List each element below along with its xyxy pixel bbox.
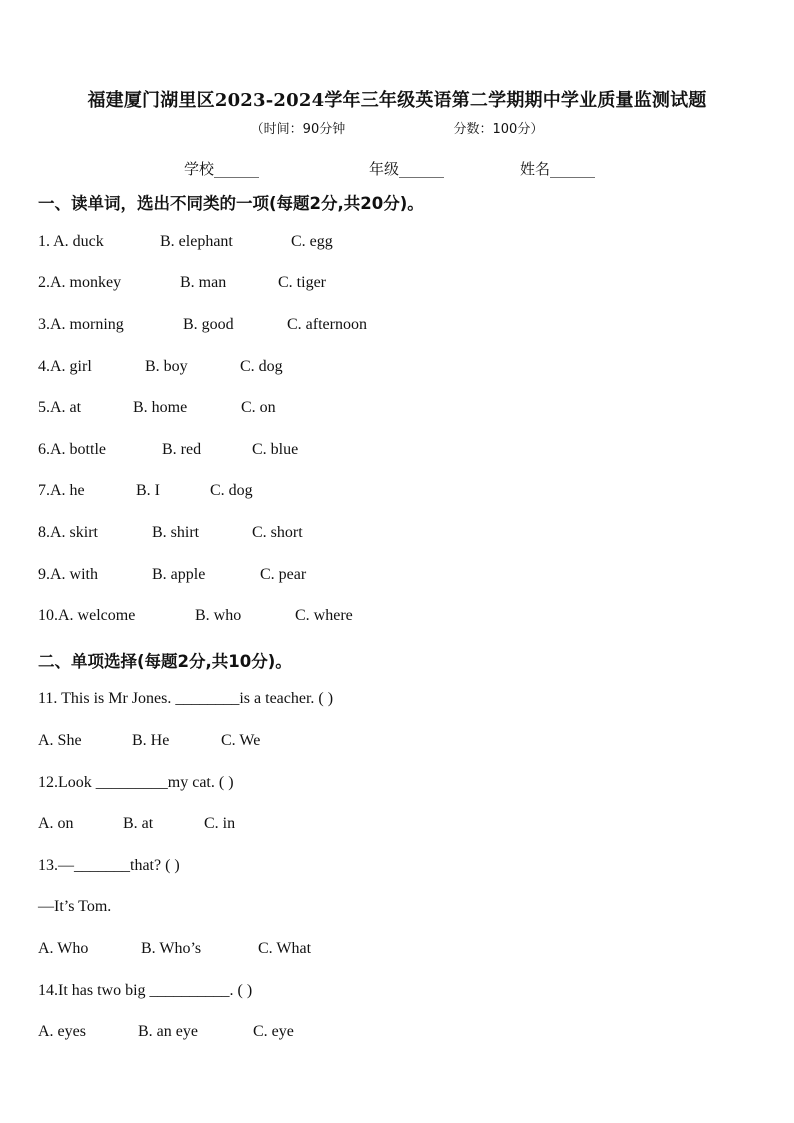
option-b[interactable]: B. home: [133, 399, 188, 416]
option-a[interactable]: 6.A. bottle: [38, 441, 106, 458]
option-b[interactable]: B. red: [162, 441, 202, 458]
option-c[interactable]: C. where: [295, 607, 353, 624]
question-14-stem: 14.It has two big __________. ( ): [38, 982, 253, 999]
option-b[interactable]: B. apple: [152, 566, 206, 583]
option-b[interactable]: B. who: [195, 607, 242, 624]
question-12-stem: 12.Look _________my cat. ( ): [38, 774, 234, 791]
page-title: 福建厦门湖里区2023-2024学年三年级英语第二学期期中学业质量监测试题: [87, 90, 707, 111]
option-a[interactable]: A. on: [38, 815, 74, 832]
option-c[interactable]: C. pear: [260, 566, 307, 583]
question-13-reply: —It’s Tom.: [38, 898, 112, 915]
option-b[interactable]: B. man: [180, 274, 227, 291]
option-c[interactable]: C. What: [258, 940, 312, 957]
question-11-stem: 11. This is Mr Jones. ________is a teacher. ( ): [38, 690, 334, 707]
option-c[interactable]: C. short: [252, 524, 303, 541]
option-a[interactable]: A. Who: [38, 940, 89, 957]
option-c[interactable]: C. blue: [252, 441, 299, 458]
option-b[interactable]: B. I: [136, 482, 160, 499]
option-c[interactable]: C. egg: [291, 233, 333, 250]
option-c[interactable]: C. in: [204, 815, 236, 832]
name-field[interactable]: 姓名______: [520, 160, 596, 178]
grade-field[interactable]: 年级______: [369, 160, 445, 178]
option-a[interactable]: 7.A. he: [38, 482, 85, 499]
option-b[interactable]: B. shirt: [152, 524, 200, 541]
option-a[interactable]: A. She: [38, 732, 82, 749]
option-a[interactable]: 1. A. duck: [38, 233, 104, 250]
option-b[interactable]: B. good: [183, 316, 234, 333]
question-13-stem: 13.—_______that? ( ): [38, 857, 180, 874]
option-c[interactable]: C. tiger: [278, 274, 326, 291]
option-c[interactable]: C. on: [241, 399, 276, 416]
option-b[interactable]: B. elephant: [160, 233, 233, 250]
option-a[interactable]: 3.A. morning: [38, 316, 124, 333]
option-a[interactable]: 10.A. welcome: [38, 607, 136, 624]
section-1-heading: 一、读单词，选出不同类的一项(每题2分,共20分)。: [38, 194, 424, 213]
option-a[interactable]: 5.A. at: [38, 399, 82, 416]
option-b[interactable]: B. He: [132, 732, 170, 749]
option-a[interactable]: 8.A. skirt: [38, 524, 98, 541]
score-label: 分数：100分）: [453, 122, 544, 137]
option-c[interactable]: C. afternoon: [287, 316, 367, 333]
option-a[interactable]: 4.A. girl: [38, 358, 92, 375]
option-b[interactable]: B. boy: [145, 358, 188, 375]
option-c[interactable]: C. eye: [253, 1023, 294, 1040]
option-b[interactable]: B. Who’s: [141, 940, 202, 957]
option-c[interactable]: C. dog: [210, 482, 253, 499]
option-a[interactable]: 2.A. monkey: [38, 274, 122, 291]
option-a[interactable]: 9.A. with: [38, 566, 98, 583]
option-b[interactable]: B. at: [123, 815, 154, 832]
section-2-heading: 二、单项选择(每题2分,共10分)。: [38, 652, 292, 671]
exam-meta: [0, 118, 794, 137]
option-c[interactable]: C. dog: [240, 358, 283, 375]
option-a[interactable]: A. eyes: [38, 1023, 86, 1040]
option-b[interactable]: B. an eye: [138, 1023, 198, 1040]
school-field[interactable]: 学校______: [184, 160, 260, 178]
time-label: （时间：90分钟: [250, 122, 346, 137]
option-c[interactable]: C. We: [221, 732, 261, 749]
